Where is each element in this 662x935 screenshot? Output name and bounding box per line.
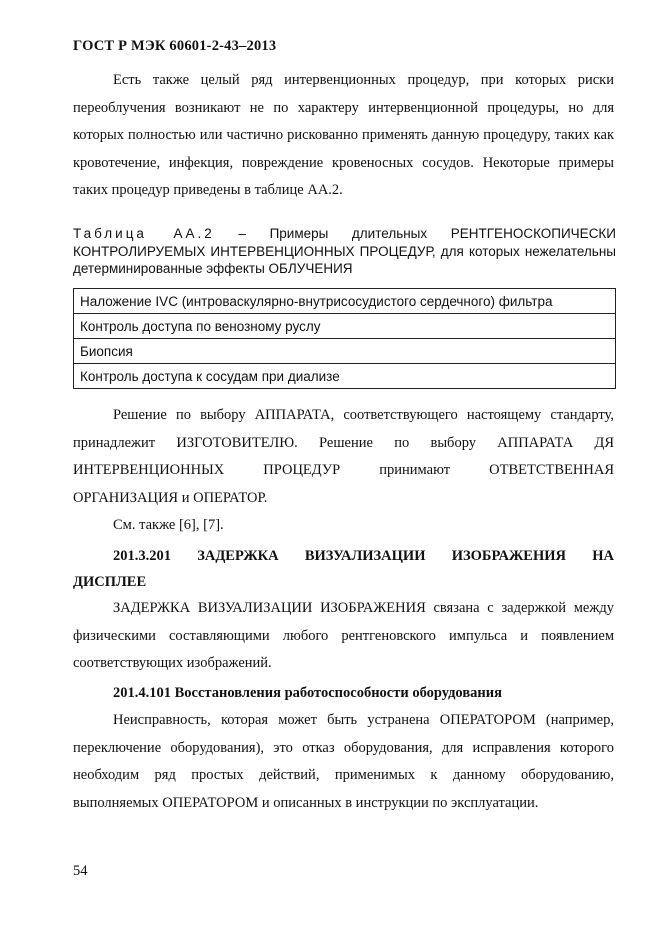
table-row	[74, 314, 616, 339]
table-cell: Биопсия	[74, 339, 616, 364]
section-201-4-101-body	[73, 707, 614, 817]
table-row	[74, 339, 616, 364]
table-row	[74, 364, 616, 389]
see-also-section	[73, 512, 614, 540]
intro-paragraph: Есть также целый ряд интервенционных процедур, при которых риски переоблучения возникают не по характеру интервенционной процедуры, но для которых полностью или частично рискованно применять данную процедуру, таких как кровотечение, инфекция, повреждение кровеносных сосудов. Некоторые примеры таких процедур приведены в таблице АА.2.	[73, 72, 614, 198]
table-cell: Контроль доступа по венозному руслу	[74, 314, 616, 339]
heading-word: ИЗОБРАЖЕНИЯ	[451, 548, 567, 564]
heading-second-line: ДИСПЛЕЕ	[73, 574, 147, 590]
section-201-3-201-heading	[73, 545, 614, 597]
table-caption	[73, 225, 616, 278]
heading-word: НА	[592, 548, 614, 564]
section-number: 201.3.201	[113, 548, 171, 564]
section-body: Неисправность, которая может быть устранена ОПЕРАТОРОМ (например, переключение оборудования), это отказ оборудования, для исправления которого необходим ряд простых действий, применимых к данному оборудованию, выполняемых ОПЕРАТОРОМ и описанных в инструкции по эксплуатации.	[73, 712, 614, 811]
heading-word: ВИЗУАЛИЗАЦИИ	[304, 548, 426, 564]
procedures-table	[73, 288, 616, 389]
table-row	[74, 289, 616, 314]
table-caption-lead: Таблица АА.2	[73, 226, 215, 241]
decision-section	[73, 402, 614, 512]
heading-word: ЗАДЕРЖКА	[197, 548, 279, 564]
table-cell: Наложение IVC (интроваскулярно-внутрисосудистого сердечного) фильтра	[74, 289, 616, 314]
table-caption-text: – Примеры длительных РЕНТГЕНОСКОПИЧЕСКИ КОНТРОЛИРУЕМЫХ ИНТЕРВЕНЦИОННЫХ ПРОЦЕДУР, для которых нежелательны детерминированные эффекты ОБЛУЧЕНИЯ	[73, 226, 617, 276]
section-201-4-101-heading	[73, 683, 614, 703]
decision-paragraph: Решение по выбору АППАРАТА, соответствующего настоящему стандарту, принадлежит ИЗГОТОВИТЕЛЮ. Решение по выбору АППАРАТА ДЯ ИНТЕРВЕНЦИОННЫХ ПРОЦЕДУР принимают ОТВЕТСТВЕННАЯ ОРГАНИЗАЦИЯ и ОПЕРАТОР.	[73, 407, 614, 506]
section-body: ЗАДЕРЖКА ВИЗУАЛИЗАЦИИ ИЗОБРАЖЕНИЯ связана с задержкой между физическими составляющими любого рентгеновского импульса и появлением соответствующих изображений.	[73, 600, 614, 671]
see-also-text: См. также [6], [7].	[113, 517, 224, 533]
section-201-3-201-body	[73, 595, 614, 678]
intro-section	[73, 67, 614, 205]
table-cell: Контроль доступа к сосудам при диализе	[74, 364, 616, 389]
standard-header: ГОСТ Р МЭК 60601-2-43–2013	[73, 38, 277, 54]
section-heading: 201.4.101 Восстановления работоспособности оборудования	[113, 685, 502, 701]
page-number: 54	[73, 863, 88, 879]
